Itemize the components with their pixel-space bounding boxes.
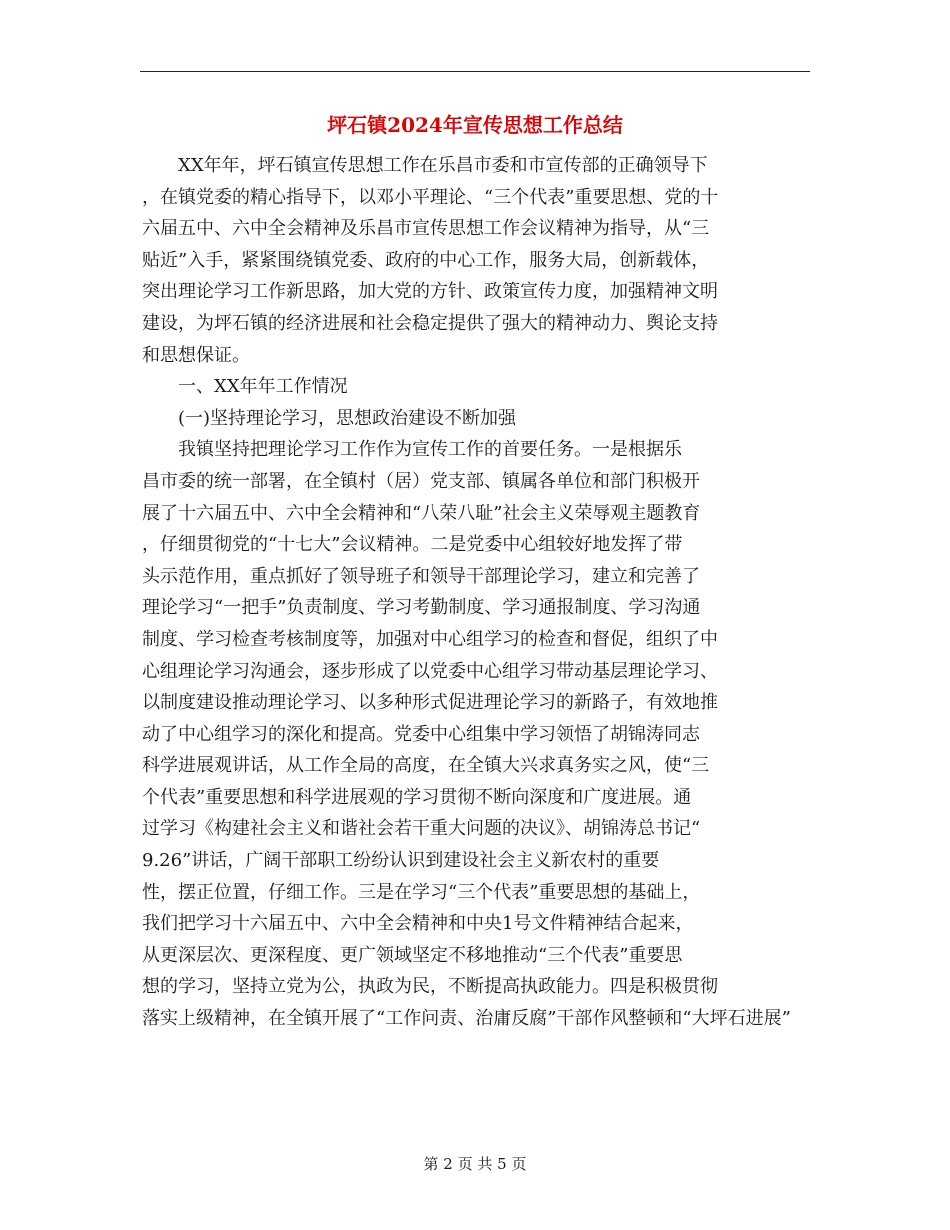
text-line: 六届五中、六中全会精神及乐昌市宣传思想工作会议精神为指导，从“三 — [142, 218, 710, 240]
section-heading — [142, 371, 810, 403]
text-line: 个代表”重要思想和科学进展观的学习贯彻不断向深度和广度进展。通 — [142, 786, 692, 808]
text-line: 9.26”讲话，广阔干部职工纷纷认识到建设社会主义新农村的重要 — [142, 850, 660, 872]
document-body — [142, 150, 810, 1035]
text-line: 一、XX年年工作情况 — [178, 376, 348, 398]
document-title: 坪石镇2024年宣传思想工作总结 — [327, 113, 623, 137]
text-line: 展了十六届五中、六中全会精神和“八荣八耻”社会主义荣辱观主题教育 — [142, 502, 701, 524]
subsection-heading — [142, 403, 810, 435]
text-line: 过学习《构建社会主义和谐社会若干重大问题的决议》、胡锦涛总书记“ — [142, 818, 701, 840]
text-line: (一)坚持理论学习，思想政治建设不断加强 — [178, 407, 517, 429]
text-line: 头示范作用，重点抓好了领导班子和领导干部理论学习，建立和完善了 — [142, 565, 700, 587]
text-line: 我们把学习十六届五中、六中全会精神和中央1号文件精神结合起来， — [142, 913, 694, 935]
text-line: 从更深层次、更深程度、更广领域坚定不移地推动“三个代表”重要思 — [142, 944, 683, 966]
text-line: 落实上级精神，在全镇开展了“工作问责、治庸反腐”干部作风整顿和“大坪石进展” — [142, 1008, 791, 1030]
header-rule — [140, 71, 810, 72]
text-line: XX年年，坪石镇宣传思想工作在乐昌市委和市宣传部的正确领导下 — [178, 155, 708, 176]
text-line: 性，摆正位置，仔细工作。三是在学习“三个代表”重要思想的基础上， — [142, 881, 701, 903]
text-line: ，仔细贯彻党的“十七大”会议精神。二是党委中心组较好地发挥了带 — [142, 534, 683, 556]
paragraph-theory-study — [142, 434, 810, 1034]
text-line: 想的学习，坚持立党为公，执政为民，不断提高执政能力。四是积极贯彻 — [142, 976, 718, 998]
text-line: 心组理论学习沟通会，逐步形成了以党委中心组学习带动基层理论学习、 — [142, 660, 718, 682]
page-number: 第 2 页 共 5 页 — [423, 1155, 527, 1173]
text-line: 我镇坚持把理论学习工作作为宣传工作的首要任务。一是根据乐 — [178, 439, 682, 461]
paragraph-intro — [142, 150, 810, 371]
text-line: 昌市委的统一部署，在全镇村（居）党支部、镇属各单位和部门积极开 — [142, 470, 700, 492]
text-line: 建设，为坪石镇的经济进展和社会稳定提供了强大的精神动力、舆论支持 — [142, 312, 718, 334]
text-line: 和思想保证。 — [142, 344, 250, 366]
text-line: 动了中心组学习的深化和提高。党委中心组集中学习领悟了胡锦涛同志 — [142, 723, 700, 745]
text-line: 以制度建设推动理论学习、以多种形式促进理论学习的新路子，有效地推 — [142, 692, 718, 714]
text-line: 科学进展观讲话，从工作全局的高度，在全镇大兴求真务实之风，使“三 — [142, 755, 710, 777]
text-line: ，在镇党委的精心指导下，以邓小平理论、“三个代表”重要思想、党的十 — [142, 186, 719, 208]
text-line: 突出理论学习工作新思路，加大党的方针、政策宣传力度，加强精神文明 — [142, 281, 718, 303]
text-line: 制度、学习检查考核制度等，加强对中心组学习的检查和督促，组织了中 — [142, 628, 718, 650]
text-line: 理论学习“一把手”负责制度、学习考勤制度、学习通报制度、学习沟通 — [142, 597, 701, 619]
text-line: 贴近”入手，紧紧围绕镇党委、政府的中心工作，服务大局，创新载体， — [142, 249, 710, 271]
